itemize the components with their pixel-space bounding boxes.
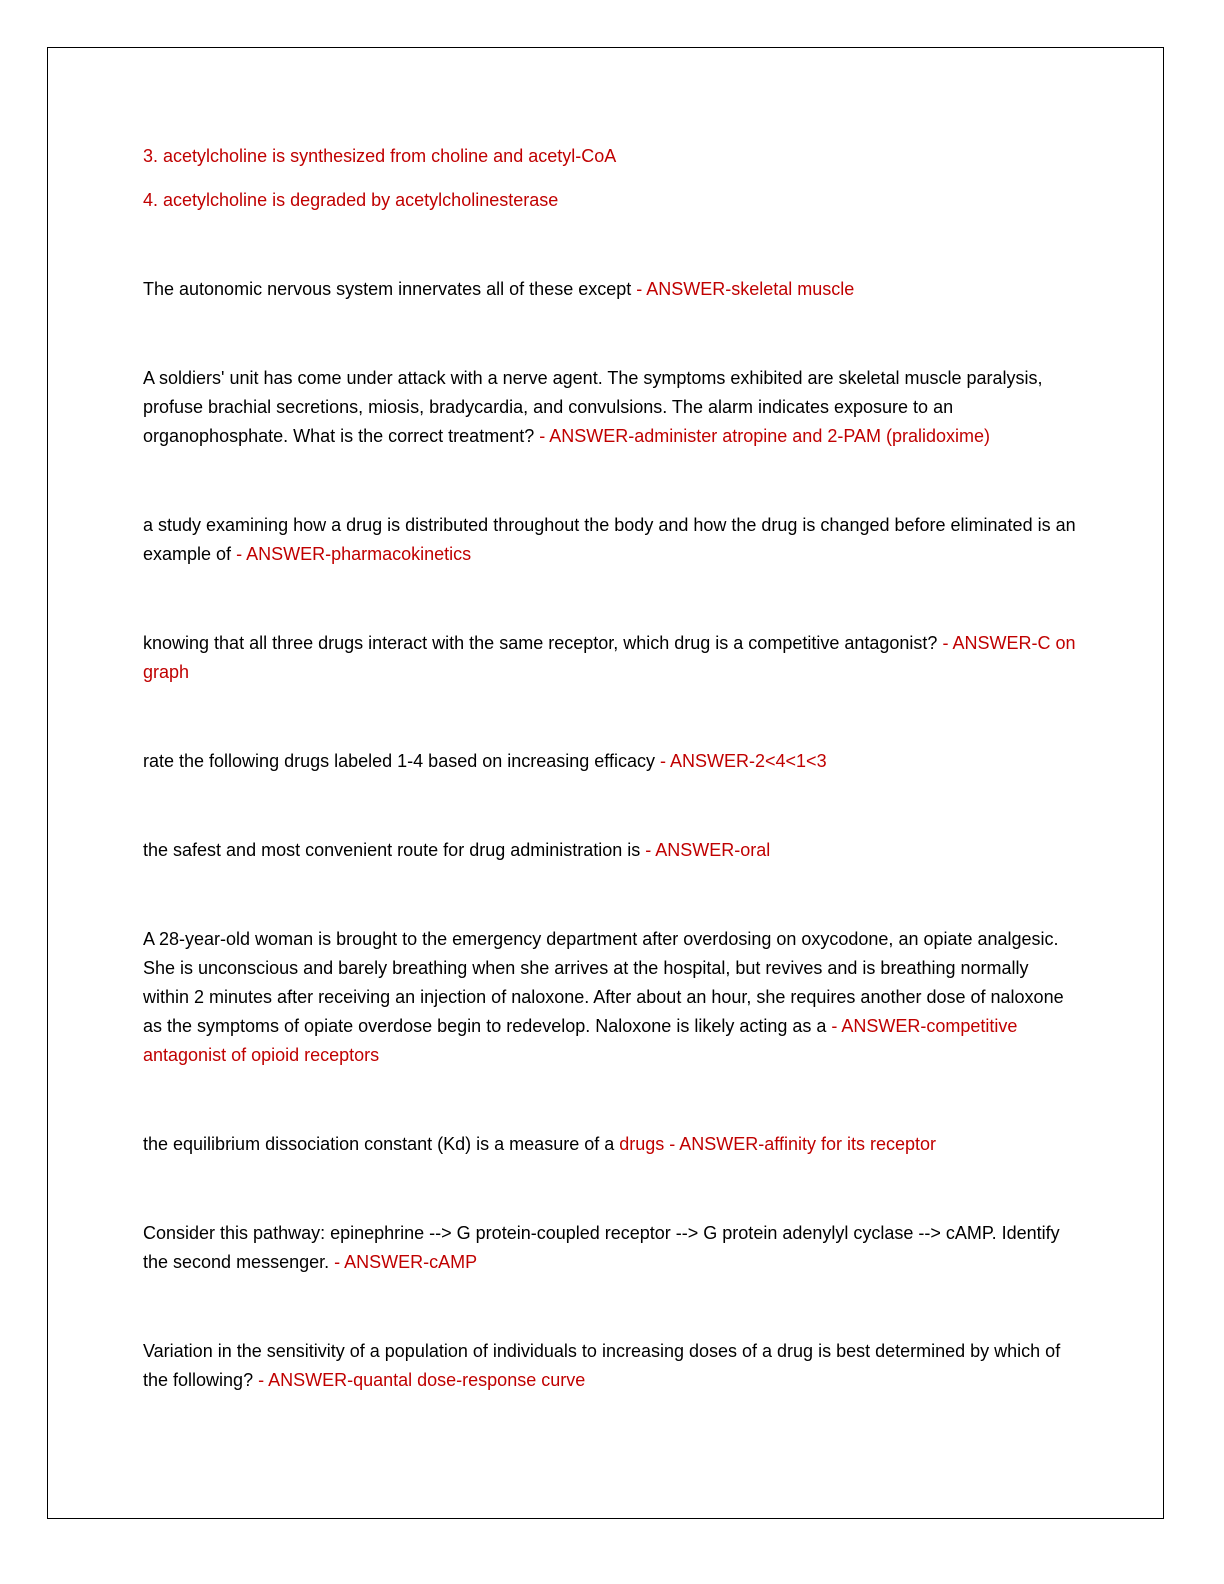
- question-text: the equilibrium dissociation constant (Kd) is a measure of a: [143, 1134, 615, 1154]
- question-text: rate the following drugs labeled 1-4 based on increasing efficacy: [143, 751, 655, 771]
- answer-text: - ANSWER-quantal dose-response curve: [253, 1370, 586, 1390]
- document-body: [143, 142, 1078, 1395]
- answer-text: - ANSWER-cAMP: [329, 1252, 478, 1272]
- qa-item-8: [143, 1130, 1078, 1159]
- qa-item-3: [143, 511, 1078, 569]
- answer-text: - ANSWER-oral: [640, 840, 771, 860]
- answer-text: - ANSWER-administer atropine and 2-PAM (pralidoxime): [534, 426, 991, 446]
- answer-text: drugs - ANSWER-affinity for its receptor: [614, 1134, 937, 1154]
- question-text: The autonomic nervous system innervates all of these except: [143, 279, 632, 299]
- question-text: knowing that all three drugs interact with the same receptor, which drug is a competitive antagonist?: [143, 633, 938, 653]
- qa-item-9: [143, 1219, 1078, 1277]
- question-text: A soldiers' unit has come under attack with a nerve agent. The symptoms exhibited are skeletal muscle paralysis, profuse brachial secretions, miosis, bradycardia, and convulsions. The alarm indicates exposure to an organophosphate. What is the correct treatment?: [143, 368, 1043, 446]
- question-text: A 28-year-old woman is brought to the emergency department after overdosing on oxycodone, an opiate analgesic. She is unconscious and barely breathing when she arrives at the hospital, but revives and is breathing normally within 2 minutes after receiving an injection of naloxone. After about an hour, she requires another dose of naloxone as the symptoms of opiate overdose begin to redevelop. Naloxone is likely acting as a: [143, 929, 1064, 1036]
- qa-item-6: [143, 836, 1078, 865]
- intro-item-3: 3. acetylcholine is synthesized from choline and acetyl-CoA: [143, 146, 617, 166]
- answer-text: - ANSWER-skeletal muscle: [631, 279, 855, 299]
- answer-text: - ANSWER-C on graph: [143, 633, 1076, 682]
- question-text: the safest and most convenient route for drug administration is: [143, 840, 641, 860]
- qa-item-4: [143, 629, 1078, 687]
- question-text: a study examining how a drug is distributed throughout the body and how the drug is changed before eliminated is an example of: [143, 515, 1076, 564]
- question-text: Variation in the sensitivity of a population of individuals to increasing doses of a drug is best determined by which of the following?: [143, 1341, 1061, 1390]
- answer-text: - ANSWER-pharmacokinetics: [231, 544, 472, 564]
- answer-text: - ANSWER-2<4<1<3: [655, 751, 827, 771]
- qa-item-10: [143, 1337, 1078, 1395]
- qa-item-7: [143, 925, 1078, 1070]
- qa-item-1: [143, 275, 1078, 304]
- qa-item-2: [143, 364, 1078, 451]
- answer-text: - ANSWER-competitive antagonist of opioid receptors: [143, 1016, 1018, 1065]
- qa-item-5: [143, 747, 1078, 776]
- question-text: Consider this pathway: epinephrine --> G protein-coupled receptor --> G protein adenylyl cyclase --> cAMP. Identify the second messenger.: [143, 1223, 1060, 1272]
- intro-item-4: 4. acetylcholine is degraded by acetylcholinesterase: [143, 190, 559, 210]
